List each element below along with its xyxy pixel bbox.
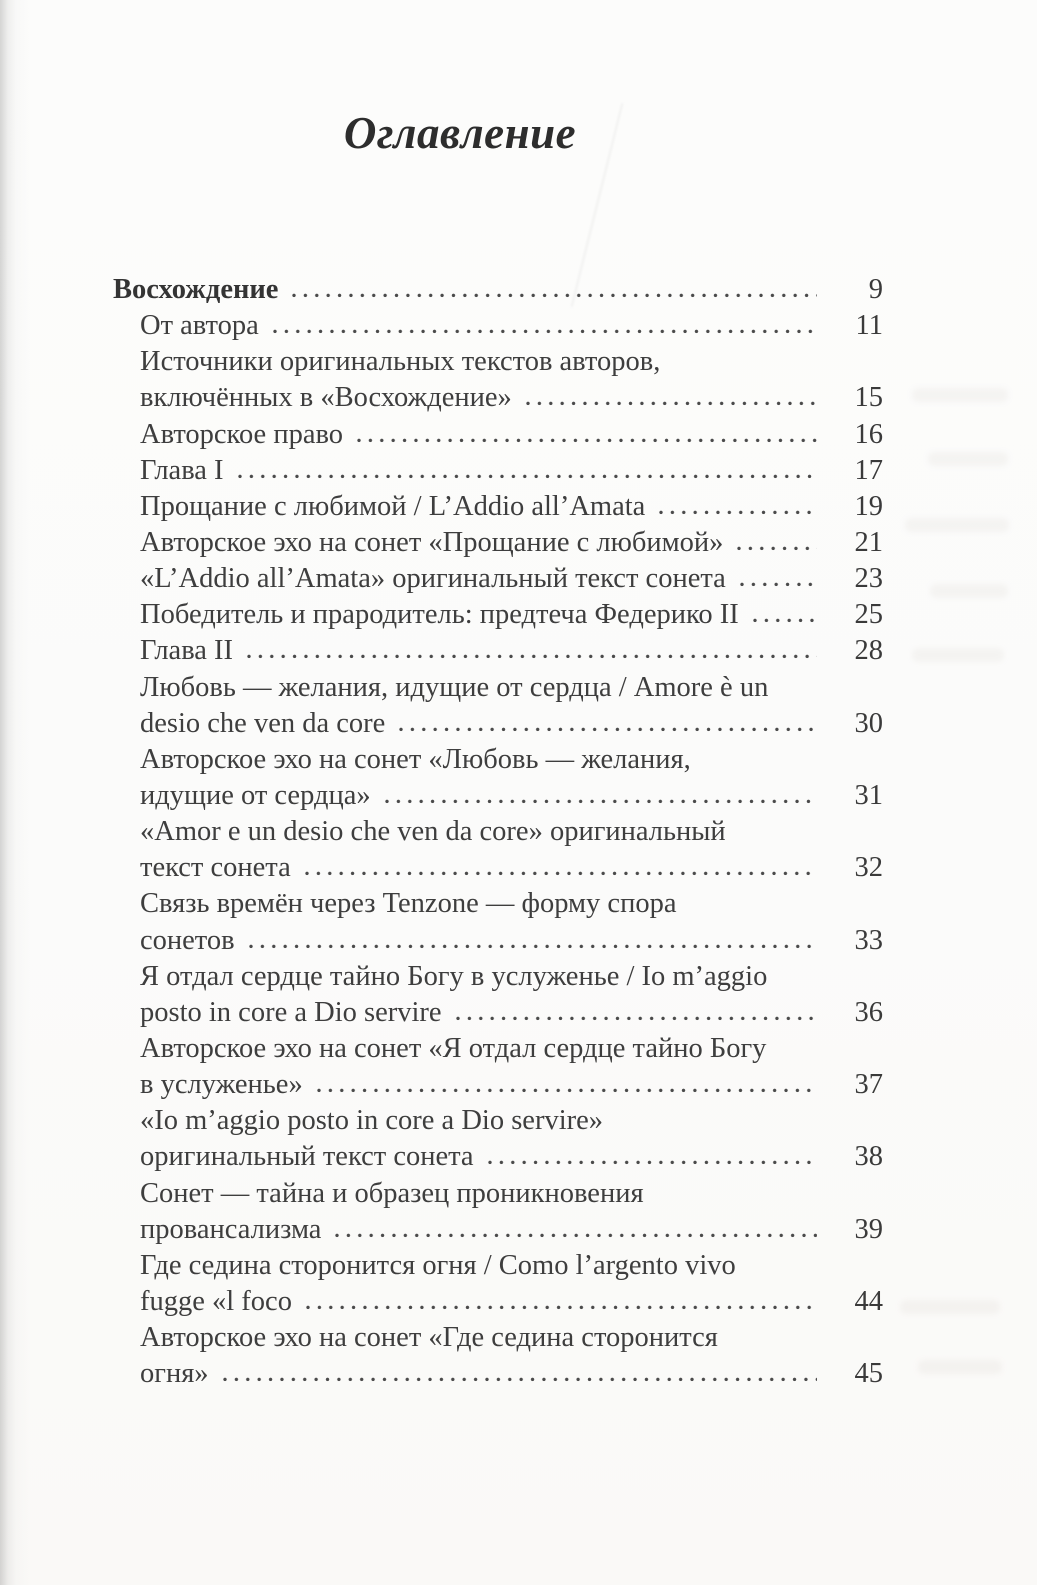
toc-entry-line xyxy=(140,597,883,633)
showthrough-artifact xyxy=(912,388,1008,402)
toc-entry-line xyxy=(140,417,883,453)
toc-entry-line xyxy=(140,1284,883,1320)
dot-leader xyxy=(292,293,817,298)
toc-entry-line xyxy=(140,453,883,489)
toc-entry-page-number: 32 xyxy=(854,852,883,884)
toc-entry-page-number: 9 xyxy=(868,274,883,305)
toc-entry xyxy=(113,489,883,525)
toc-entry-page-number: 44 xyxy=(854,1285,883,1317)
toc-entry-page-number: 19 xyxy=(854,490,883,522)
toc-entry xyxy=(113,1248,883,1320)
toc-entry-page-number: 16 xyxy=(854,418,883,450)
toc-entry-line xyxy=(140,995,883,1031)
table-of-contents xyxy=(113,272,883,1392)
toc-entry-line xyxy=(140,1356,883,1392)
dot-leader xyxy=(306,1305,817,1310)
toc-entry-text: «Amor e un desio che ven da core» оригинальный xyxy=(140,816,726,848)
toc-entry-line xyxy=(140,1139,883,1175)
toc-entry-line xyxy=(140,959,883,995)
dot-leader xyxy=(273,329,817,334)
toc-entry xyxy=(113,561,883,597)
toc-entry-page-number: 37 xyxy=(854,1069,883,1101)
dot-leader xyxy=(488,1160,817,1165)
toc-entry-text: сонетов xyxy=(140,924,235,956)
toc-entry xyxy=(113,272,883,308)
toc-entry-text: Авторское эхо на сонет «Где седина сторонится xyxy=(140,1322,718,1354)
toc-entry-text: «Io m’aggio posto in core a Dio servire» xyxy=(140,1105,603,1137)
toc-entry-text: включённых в «Восхождение» xyxy=(140,382,512,414)
toc-entry-text: идущие от сердца» xyxy=(140,779,371,811)
toc-entry xyxy=(113,742,883,814)
dot-leader xyxy=(317,1088,817,1093)
toc-entry-text: Любовь — желания, идущие от сердца / Amore è un xyxy=(140,671,769,703)
toc-entry-text: Авторское право xyxy=(140,418,343,450)
toc-entry-line xyxy=(140,1320,883,1356)
toc-entry-text: Авторское эхо на сонет «Любовь — желания, xyxy=(140,743,691,775)
dot-leader xyxy=(238,474,817,479)
toc-entry-text: Где седина сторонится огня / Como l’argento vivo xyxy=(140,1249,736,1281)
toc-entry-page-number: 36 xyxy=(854,996,883,1028)
dot-leader xyxy=(740,582,817,587)
dot-leader xyxy=(399,727,817,732)
dot-leader xyxy=(223,1377,817,1382)
dot-leader xyxy=(385,799,817,804)
toc-entry-text: провансализма xyxy=(140,1213,322,1245)
showthrough-artifact xyxy=(918,1360,1002,1374)
toc-entry xyxy=(113,308,883,344)
toc-entry xyxy=(113,525,883,561)
toc-entry xyxy=(113,670,883,742)
toc-entry-text: Сонет — тайна и образец проникновения xyxy=(140,1177,644,1209)
toc-entry-text: От автора xyxy=(140,310,259,342)
toc-entry-page-number: 17 xyxy=(854,454,883,486)
toc-entry-line xyxy=(140,923,883,959)
toc-entry xyxy=(113,959,883,1031)
toc-entry-page-number: 11 xyxy=(855,310,883,342)
toc-entry-line xyxy=(140,670,883,706)
toc-entry-text: Авторское эхо на сонет «Я отдал сердце тайно Богу xyxy=(140,1032,767,1064)
toc-entry-line xyxy=(140,489,883,525)
toc-entry-line xyxy=(140,706,883,742)
dot-leader xyxy=(737,546,817,551)
toc-entry-line xyxy=(113,272,883,308)
toc-entry-text: Прощание с любимой / L’Addio all’Amata xyxy=(140,490,646,522)
showthrough-artifact xyxy=(928,452,1008,466)
toc-entry-page-number: 33 xyxy=(854,924,883,956)
toc-entry-line xyxy=(140,1067,883,1103)
toc-entry-page-number: 15 xyxy=(854,382,883,414)
dot-leader xyxy=(249,944,817,949)
toc-entry-line xyxy=(140,344,883,380)
dot-leader xyxy=(456,1016,817,1021)
toc-entry-page-number: 31 xyxy=(854,779,883,811)
toc-entry-line xyxy=(140,1212,883,1248)
toc-entry-text: огня» xyxy=(140,1358,209,1390)
toc-entry-line xyxy=(140,850,883,886)
toc-entry-text: Глава II xyxy=(140,635,234,667)
toc-entry-line xyxy=(140,525,883,561)
toc-entry-page-number: 28 xyxy=(854,635,883,667)
dot-leader xyxy=(659,510,817,515)
toc-entry-text: оригинальный текст сонета xyxy=(140,1141,474,1173)
toc-entry-page-number: 30 xyxy=(854,707,883,739)
toc-entry xyxy=(113,344,883,416)
dot-leader xyxy=(357,438,817,443)
toc-entry-text: Восхождение xyxy=(113,274,279,305)
page-title: Оглавление xyxy=(343,108,577,158)
toc-entry-line xyxy=(140,1031,883,1067)
toc-entry-page-number: 39 xyxy=(854,1213,883,1245)
toc-entry xyxy=(113,814,883,886)
toc-entry-text: в услуженье» xyxy=(140,1069,303,1101)
showthrough-artifact xyxy=(930,584,1008,598)
toc-entry-page-number: 23 xyxy=(854,563,883,595)
toc-entry-text: Победитель и прародитель: предтеча Федерико II xyxy=(140,599,739,631)
toc-entry-text: Авторское эхо на сонет «Прощание с любимой» xyxy=(140,526,724,558)
showthrough-artifact xyxy=(905,518,1009,532)
toc-entry xyxy=(113,886,883,958)
toc-entry-page-number: 25 xyxy=(854,599,883,631)
dot-leader xyxy=(526,401,817,406)
toc-entry xyxy=(113,633,883,669)
toc-entry-line xyxy=(140,380,883,416)
toc-entry-line xyxy=(140,1103,883,1139)
toc-entry-line xyxy=(140,308,883,344)
toc-entry-line xyxy=(140,742,883,778)
toc-entry-line xyxy=(140,1248,883,1284)
dot-leader xyxy=(753,618,817,623)
toc-entry xyxy=(113,597,883,633)
toc-entry-text: Я отдал сердце тайно Богу в услуженье / Io m’aggio xyxy=(140,960,768,992)
toc-entry-page-number: 21 xyxy=(854,526,883,558)
toc-entry-line xyxy=(140,633,883,669)
toc-entry xyxy=(113,1103,883,1175)
dot-leader xyxy=(247,654,817,659)
toc-entry-page-number: 38 xyxy=(854,1141,883,1173)
toc-entry-text: Связь времён через Tenzone — форму спора xyxy=(140,888,677,920)
toc-entry-line xyxy=(140,1176,883,1212)
toc-entry-text: fugge «l foco xyxy=(140,1285,292,1317)
toc-entry xyxy=(113,1320,883,1392)
toc-entry xyxy=(113,417,883,453)
toc-entry-page-number: 45 xyxy=(854,1358,883,1390)
toc-entry-line xyxy=(140,561,883,597)
toc-entry-text: posto in core a Dio servire xyxy=(140,996,442,1028)
toc-entry-line xyxy=(140,814,883,850)
toc-entry-line xyxy=(140,886,883,922)
toc-entry-text: Источники оригинальных текстов авторов, xyxy=(140,346,661,378)
dot-leader xyxy=(305,871,817,876)
toc-entry-line xyxy=(140,778,883,814)
page-edge-shadow xyxy=(0,0,30,1585)
toc-entry-text: «L’Addio all’Amata» оригинальный текст сонета xyxy=(140,563,726,595)
dot-leader xyxy=(335,1233,817,1238)
toc-entry-text: desio che ven da core xyxy=(140,707,386,739)
toc-entry xyxy=(113,1176,883,1248)
showthrough-artifact xyxy=(900,1300,1000,1314)
toc-entry-text: Глава I xyxy=(140,454,224,486)
toc-entry xyxy=(113,1031,883,1103)
toc-entry-text: текст сонета xyxy=(140,852,291,884)
showthrough-artifact xyxy=(912,648,1004,662)
toc-entry xyxy=(113,453,883,489)
